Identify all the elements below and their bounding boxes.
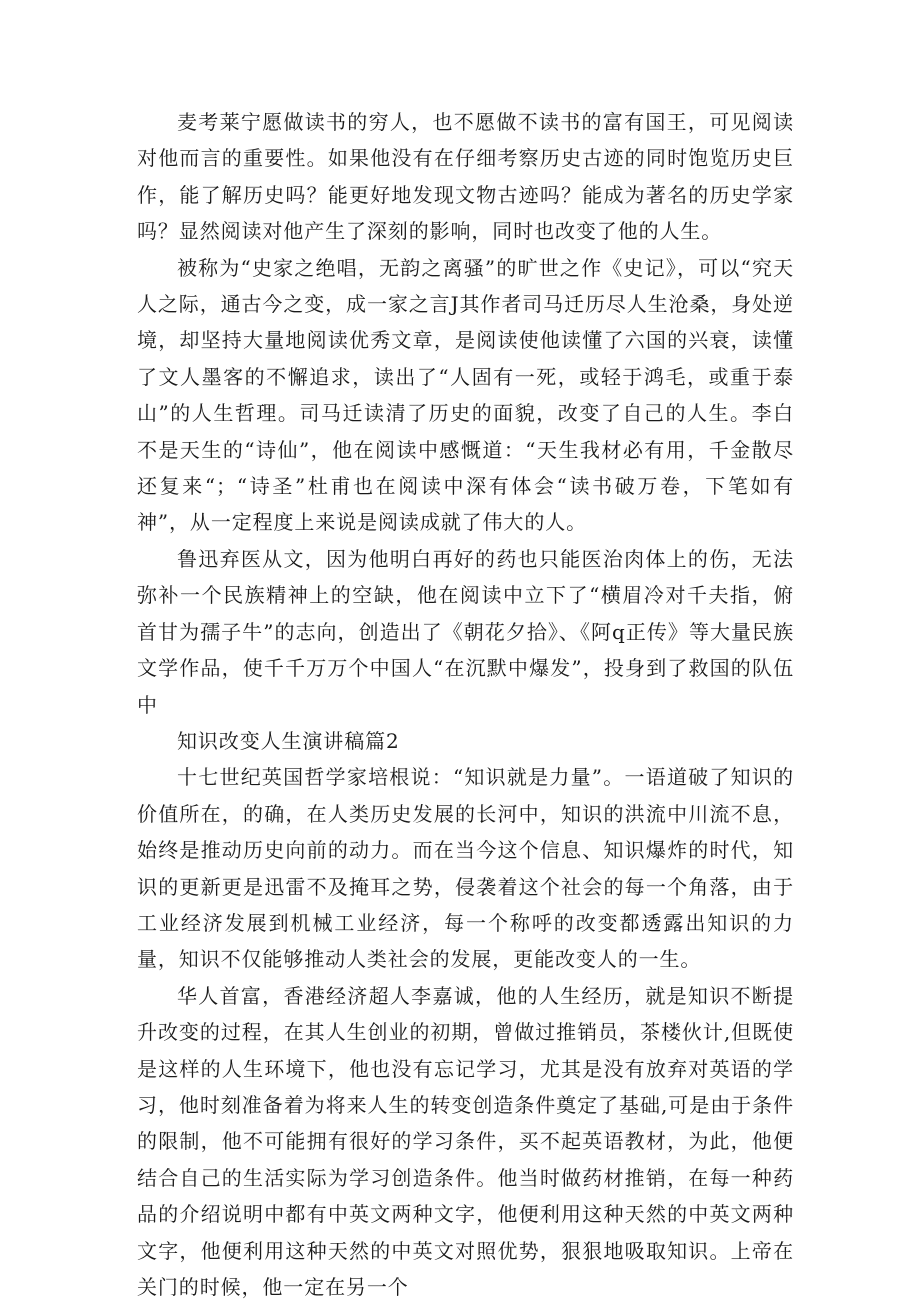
paragraph-li-ka-shing: 华人首富，香港经济超人李嘉诚，他的人生经历，就是知识不断提升改变的过程，在其人生创业的初期，曾做过推销员，茶楼伙计,但既使是这样的人生环境下，他也没有忘记学习，尤其是没有放弃对英语的学习，他时刻准备着为将来人生的转变创造条件奠定了基础,可是由于条件的限制，他不可能拥有很好的学习条件，买不起英语教材，为此，他便结合自己的生活实际为学习创造条件。他当时做药材推销，在每一种药品的介绍说明中都有中英文两种文字，他便利用这种天然的中英文两种文字，他便利用这种天然的中英文对照优势，狠狠地吸取知识。上帝在关门的时候，他一定在另一个	[137, 983, 794, 1299]
section-heading: 知识改变人生演讲稿篇2	[177, 728, 400, 753]
document-body	[137, 104, 794, 1305]
paragraph-bacon: 十七世纪英国哲学家培根说：“知识就是力量”。一语道破了知识的价值所在，的确，在人类历史发展的长河中，知识的洪流中川流不息，始终是推动历史向前的动力。而在当今这个信息、知识爆炸的时代，知识的更新更是迅雷不及掩耳之势，侵袭着这个社会的每一个角落，由于工业经济发展到机械工业经济，每一个称呼的改变都透露出知识的力量，知识不仅能够推动人类社会的发展，更能改变人的一生。	[137, 765, 794, 972]
paragraph-luxun: 鲁迅弃医从文，因为他明白再好的药也只能医治肉体上的伤，无法弥补一个民族精神上的空缺，他在阅读中立下了“横眉冷对千夫指，俯首甘为孺子牛”的志向，创造出了《朝花夕拾》、《阿q正传》等大量民族文学作品，使千千万万个中国人“在沉默中爆发”，投身到了救国的队伍中	[137, 546, 794, 717]
paragraph-shiji: 被称为“史家之绝唱，无韵之离骚”的旷世之作《史记》，可以“究天人之际，通古今之变，成一家之言J其作者司马迁历尽人生沧桑，身处逆境，却坚持大量地阅读优秀文章，是阅读使他读懂了六国的兴衰，读懂了文人墨客的不懈追求，读出了“人固有一死，或轻于鸿毛，或重于泰山”的人生哲理。司马迁读清了历史的面貌，改变了自己的人生。李白不是天生的“诗仙”，他在阅读中感慨道：“天生我材必有用，千金散尽还复来“；“诗圣”杜甫也在阅读中深有体会“读书破万卷，下笔如有神”，从一定程度上来说是阅读成就了伟大的人。	[137, 255, 794, 535]
paragraph-macaulay: 麦考莱宁愿做读书的穷人，也不愿做不读书的富有国王，可见阅读对他而言的重要性。如果他没有在仔细考察历史古迹的同时饱览历史巨作，能了解历史吗？能更好地发现文物古迹吗？能成为著名的历史学家吗？显然阅读对他产生了深刻的影响，同时也改变了他的人生。	[137, 110, 794, 244]
